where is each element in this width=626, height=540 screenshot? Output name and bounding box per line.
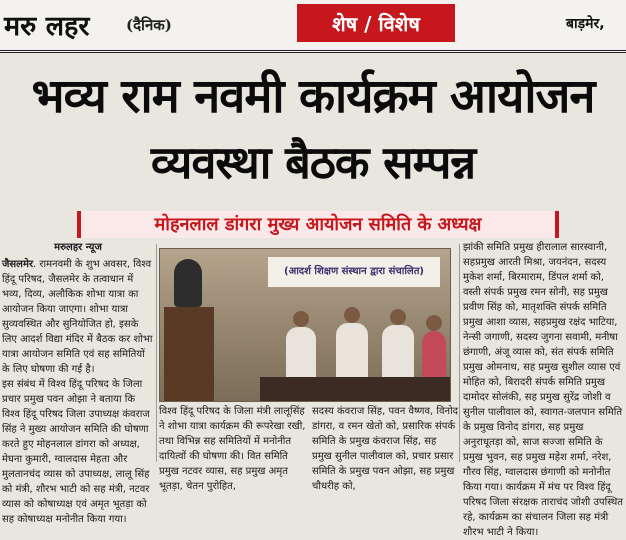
speaker-figure <box>174 259 202 307</box>
attendee-figure <box>336 323 368 385</box>
meeting-photo <box>159 248 451 402</box>
meeting-table <box>260 377 450 401</box>
headline-line-2: व्यवस्था बैठक सम्पन्न <box>150 136 476 189</box>
middle-column: विश्व हिंदू परिषद के जिला मंत्री लालूसिंह ने शोभा यात्रा कार्यक्रम की रूपरेखा रखी, तथा विभिन्न सह समितियों में मनोनीत दायित्वों की घोषणा की। वित समिति प्रमुख नटवर व्यास, सह प्रमुख अमृत भूतड़ा, चेतन पुरोहित, <box>159 406 306 492</box>
left-column <box>2 240 154 525</box>
paragraph-2: इस संबंध में विश्व हिंदू परिषद के जिला प्रचार प्रमुख पवन ओझा ने बताया कि विश्व हिंदू परिषद जिला उपाध्यक्ष कंवराज सिंह ने मुख्य आयोजन समिति की घोषणा करते हुए मोहनलाल डांगरा को अध्यक्ष, मेघना कुमारी, ग्वालदास मेहता और मुलतानचंद व्यास को उपाध्यक्ष, लालू सिंह को मंत्री, शौरभ भाटी को सह मंत्री, नटवर व्यास को कोषाध्यक्ष एवं अमृत भूतड़ा को सह कोषाध्यक्ष मनोनीत किया गया। <box>2 379 150 525</box>
newspaper-name: मरु लहर <box>4 11 90 42</box>
attendee-figure <box>382 325 414 385</box>
headline-line-1: भव्य राम नवमी कार्यक्रम आयोजन <box>31 69 595 124</box>
edition-location: बाड़मेर, <box>566 16 605 32</box>
column-divider <box>459 244 460 462</box>
dateline: जैसलमेर <box>2 259 34 270</box>
newspaper-frequency: (दैनिक) <box>126 16 172 34</box>
reporter-credit: मरुलहर न्यूज <box>54 242 102 253</box>
subheadline: मोहनलाल डांगरा मुख्य आयोजन समिति के अध्यक्ष <box>77 211 559 238</box>
paragraph-1 <box>2 257 154 377</box>
podium <box>164 307 214 401</box>
middle-column-2: सदस्य कंवराज सिंह, पवन वैष्णव, विनोद डांगरा, व रमन खेतो को, प्रसारिक संपर्क समिति के प्रमुख कंवराज सिंह, सह प्रमुख सुनील पालीवाल को, प्रचार प्रसार समिति के प्रमुख पवन ओझा, सह प्रमुख चौधरीह को, <box>312 406 458 492</box>
paragraph-1-text: . रामनवमी के शुभ अवसर, विश्व हिंदू परिषद, जैसलमेर के तत्वाधान में भव्य, दिव्य, अलौकिक शोभा यात्रा का आयोजन किया जाएगा। शोभा यात्रा सुव्यवस्थित और सुनियोजित हो, इसके लिए आदर्श विद्या मंदिर में बैठक कर शोभा यात्रा आयोजन समिति एवं सह समितियों के लिए घोषणा की गई है। <box>2 259 153 375</box>
masthead <box>0 0 626 53</box>
photo-banner: (आदर्श शिक्षण संस्थान द्वारा संचालित) <box>268 257 440 287</box>
right-column: झांकी समिति प्रमुख हीरालाल सारस्वानी, सहप्रमुख आरती मिश्रा, जयनंदन, सदस्य मुकेश शर्मा, बिरमाराम, डिंपल शर्मा को, वस्ती संपर्क प्रमुख रमन सोनी, सह प्रमुख प्रवीण सिंह को, मातृशक्ति संपर्क समिति प्रमुख आशा व्यास, सहप्रमुख रक्षंद भाटिया, नेन्सी जगाणी, सदस्य जुगना सवामी, मनीषा छंगाणी, अंजू व्यास को, संत संपर्क समिति प्रमुख ओमनाथ, सह प्रमुख सुशील व्यास एवं मोहित को, बिरादरी संपर्क समिति प्रमुख दामोदर सोलंकी, सह प्रमुख सुरेंद्र जोशी व सुनील पालीवाल को, स्वागत-जलपान समिति के प्रमुख विनोद डांगरा, सह प्रमुख अनुराधूतड़ा को, साज सज्जा समिति के प्रमुख भुवन, सह प्रमुख महेश शर्मा, नरेश, गौरव सिंह, ग्वालदास छंगाणी को मनोनीत किया गया। कार्यक्रम में मंच पर विश्व हिंदू परिषद जिला संरक्षक ताराचंद जोशी उपस्थित रहे, कार्यक्रम का संचालन जिला सह मंत्री शौरभ भाटी ने किया। <box>463 242 623 538</box>
section-label: शेष / विशेष <box>297 4 455 42</box>
column-divider <box>156 244 157 462</box>
